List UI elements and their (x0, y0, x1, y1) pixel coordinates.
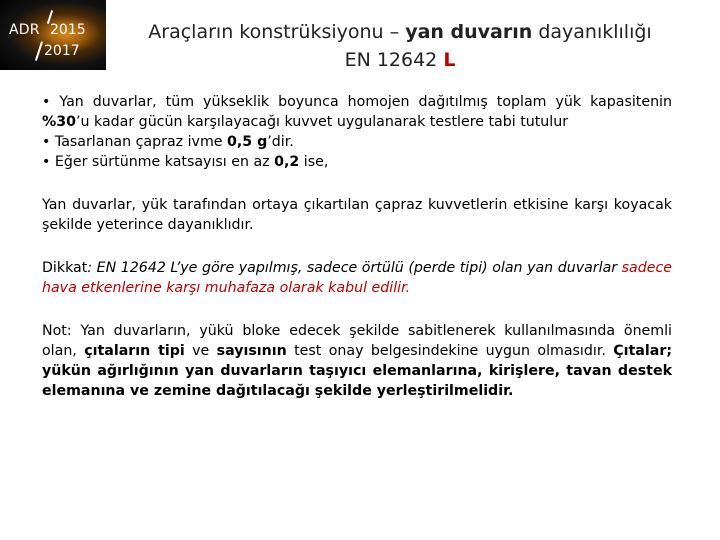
warning-label: Dikkat (42, 260, 88, 276)
note-paragraph: Not: Yan duvarların, yükü bloke edecek şekilde sabitlenerek kullanılmasında önemli olan, çıtaların tipi ve sayısının test onay belgesindekine uygun olmasıdır. Çıtalar; yükün ağırlığının yan duvarların taşıyıcı elemanlarına, kirişlere, tavan destek elemanına ve zemine dağıtılacağı şekilde yerleştirilmelidir. (42, 323, 672, 399)
warning-red-text: sadece hava etkenlerine karşı muhafaza olarak kabul edilir. (42, 260, 672, 296)
title-text-c: dayanıklılığı (532, 21, 652, 43)
note-label: Not (42, 323, 67, 339)
bullet-item: • Eğer sürtünme katsayısı en az 0,2 ise, (42, 154, 329, 170)
title-text-bold: yan duvarın (405, 21, 533, 43)
title-line-2 (120, 46, 680, 74)
title-standard: EN 12642 (344, 49, 444, 71)
logo-slash-bottom (35, 41, 43, 60)
title-text-a: Araçların konstrüksiyonu – (148, 21, 406, 43)
conclusion-paragraph: Yan duvarlar, yük tarafından ortaya çıkartılan çapraz kuvvetlerin etkisine karşı koyacak şekilde yeterince dayanıklıdır. (42, 197, 672, 233)
title-class-letter: L (443, 49, 456, 71)
warning-paragraph: Dikkat: EN 12642 L’ye göre yapılmış, sadece örtülü (perde tipi) olan yan duvarlar sadece hava etkenlerine karşı muhafaza olarak kabul edilir. (42, 260, 672, 296)
bullet-item: • Tasarlanan çapraz ivme 0,5 g’dir. (42, 134, 294, 150)
title-line-1 (120, 18, 680, 46)
logo-year-2017: 2017 (44, 43, 80, 59)
content-body (42, 92, 672, 401)
adr-logo (0, 0, 106, 70)
page-title (120, 18, 680, 74)
logo-year-2015: 2015 (50, 22, 86, 38)
bullet-item: • Yan duvarlar, tüm yükseklik boyunca homojen dağıtılmış toplam yük kapasitenin %30’u kadar gücün karşılayacağı kuvvet uygulanarak testlere tabi tutulur (42, 94, 672, 130)
logo-adr-text: ADR (9, 22, 40, 38)
